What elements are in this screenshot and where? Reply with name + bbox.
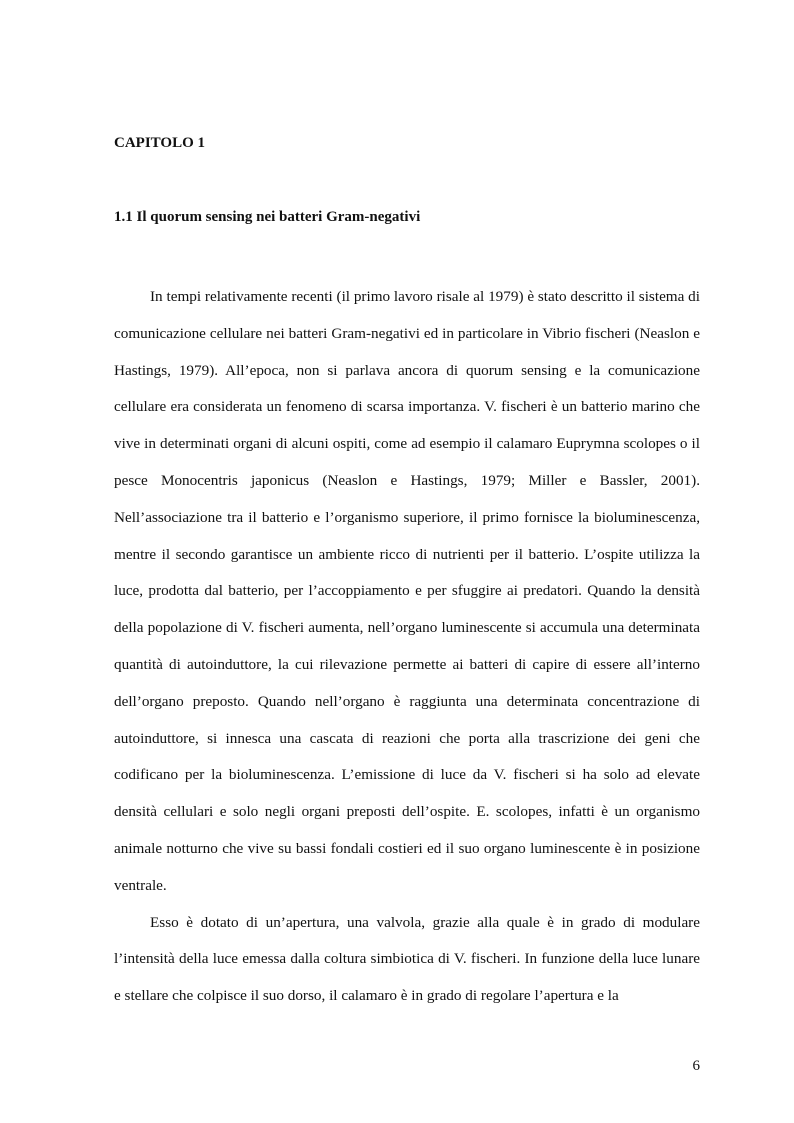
paragraph-1: In tempi relativamente recenti (il primo lavoro risale al 1979) è stato descritto il sistema di comunicazione cellulare nei batteri Gram-negativi ed in particolare in Vibrio fischeri (Neaslon e Hastings, 1979). All’epoca, non si parlava ancora di quorum sensing e la comunicazione cellulare era considerata un fenomeno di scarsa importanza. V. fischeri è un batterio marino che vive in determinati organi di alcuni ospiti, come ad esempio il calamaro Euprymna scolopes o il pesce Monocentris japonicus (Neaslon e Hastings, 1979; Miller e Bassler, 2001). Nell’associazione tra il batterio e l’organismo superiore, il primo fornisce la bioluminescenza, mentre il secondo garantisce un ambiente ricco di nutrienti per il batterio. L’ospite utilizza la luce, prodotta dal batterio, per l’accoppiamento e per sfuggire ai predatori. Quando la densità della popolazione di V. fischeri aumenta, nell’organo luminescente si accumula una determinata quantità di autoinduttore, la cui rilevazione permette ai batteri di capire di essere all’interno dell’organo preposto. Quando nell’organo è raggiunta una determinata concentrazione di autoinduttore, si innesca una cascata di reazioni che porta alla trascrizione dei geni che codificano per la bioluminescenza. L’emissione di luce da V. fischeri si ha solo ad elevate densità cellulari e solo negli organi preposti dell’ospite. E. scolopes, infatti è un organismo animale notturno che vive su bassi fondali costieri ed il suo organo luminescente è in posizione ventrale.	[114, 288, 700, 894]
section-title: 1.1 Il quorum sensing nei batteri Gram-negativi	[114, 209, 421, 225]
paragraph-2: Esso è dotato di un’apertura, una valvola, grazie alla quale è in grado di modulare l’intensità della luce emessa dalla coltura simbiotica di V. fischeri. In funzione della luce lunare e stellare che colpisce il suo dorso, il calamaro è in grado di regolare l’apertura e la	[114, 913, 700, 1005]
body-text	[114, 279, 700, 1015]
chapter-title: CAPITOLO 1	[114, 135, 205, 151]
page-number: 6	[692, 1058, 700, 1074]
